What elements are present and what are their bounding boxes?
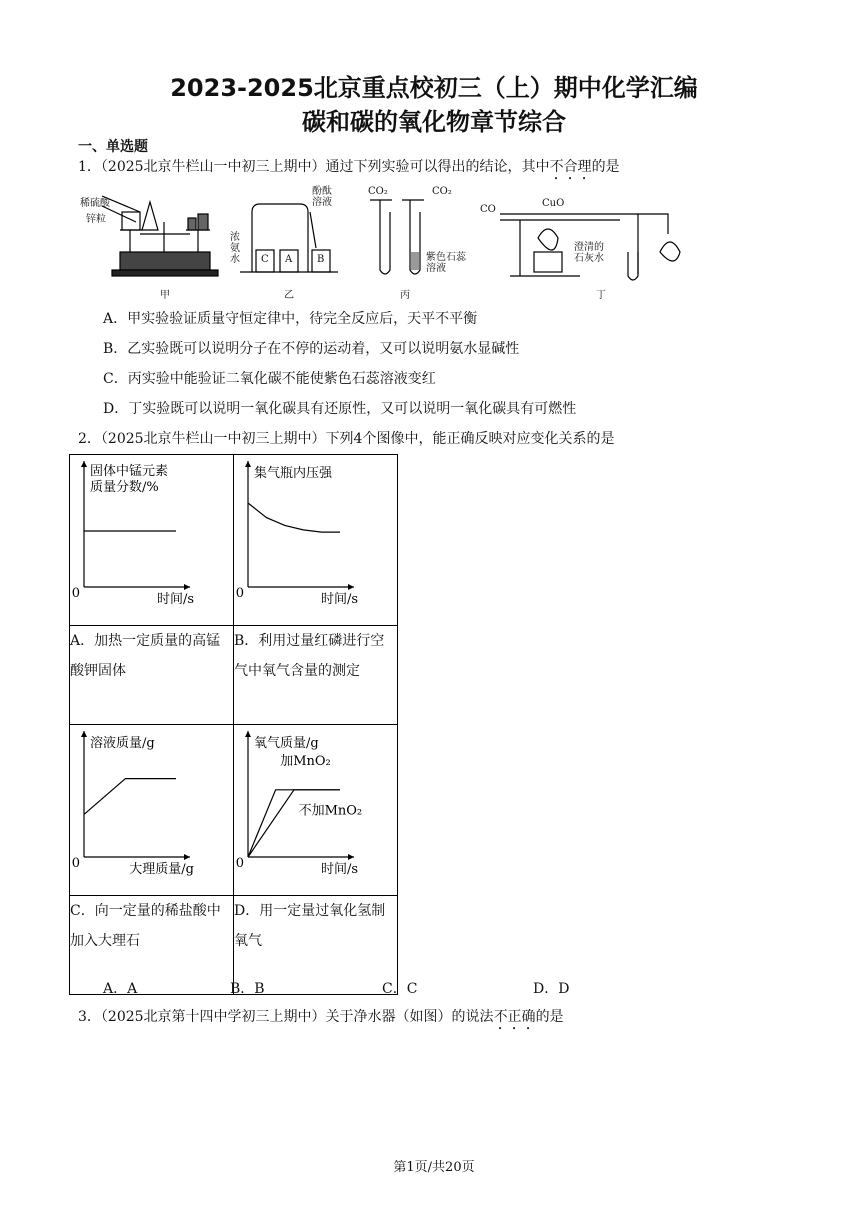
y-axis-label: 固体中锰元素 (90, 464, 169, 479)
chart-b (234, 455, 397, 625)
label-co2-left: CO₂ (368, 186, 388, 197)
y-axis-label: 溶液质量/g (90, 736, 155, 751)
option-b-description: B．利用过量红磷进行空气中氧气含量的测定 (234, 626, 398, 725)
origin-label: 0 (235, 586, 244, 601)
x-axis-label: 时间/s (156, 592, 194, 607)
document-title: 2023-2025北京重点校初三（上）期中化学汇编 (170, 74, 698, 102)
page-footer: 第1页/共20页 (393, 1160, 475, 1175)
test-tube-apparatus (370, 200, 424, 274)
experiment-apparatus-illustration (80, 182, 700, 302)
series-label: 不加MnO₂ (298, 803, 363, 819)
chart-a (70, 455, 233, 625)
q1-option-b: B．乙实验既可以说明分子在不停的运动着，又可以说明氨水显碱性 (103, 341, 520, 357)
x-axis-label: 时间/s (320, 862, 358, 877)
x-axis-label: 时间/s (320, 592, 358, 607)
label-limewater: 澄清的石灰水 (574, 242, 604, 264)
answer-choice-d[interactable]: D．D (533, 981, 570, 997)
option-c-description: C．向一定量的稀盐酸中加入大理石 (70, 896, 234, 995)
label-ammonia: 浓氨水 (230, 232, 240, 265)
question-text: （2025北京牛栏山一中初三上期中）下列4个图像中，能正确反映对应变化关系的是 (100, 431, 615, 447)
series-line (84, 779, 176, 815)
series-label: 加MnO₂ (280, 754, 331, 770)
label-litmus: 紫色石蕊溶液 (426, 252, 466, 274)
beaker-b-label: B (317, 254, 325, 265)
caption-ding: 丁 (596, 290, 606, 301)
q1-option-d: D．丁实验既可以说明一氧化碳具有还原性，又可以说明一氧化碳具有可燃性 (103, 401, 577, 417)
x-axis-arrow (184, 854, 190, 860)
x-axis-label: 大理质量/g (129, 862, 194, 877)
y-axis-arrow (81, 461, 87, 467)
document-subtitle: 碳和碳的氧化物章节综合 (302, 108, 566, 136)
question-1-stem (78, 156, 620, 183)
caption-jia: 甲 (160, 290, 170, 301)
y-axis-label: 质量分数/% (90, 480, 159, 495)
origin-label: 0 (235, 856, 244, 871)
question-number: 2． (78, 431, 101, 447)
chart-cell-c (70, 725, 234, 896)
q1-option-a: A．甲实验验证质量守恒定律中，待完全反应后，天平不平衡 (103, 311, 478, 327)
graph-options-table (69, 454, 398, 995)
balance-apparatus (102, 196, 218, 276)
beaker-a-label: A (285, 254, 293, 265)
question-number: 3． (78, 1009, 101, 1025)
label-co: CO (480, 204, 496, 215)
question-tail: 的是 (535, 1009, 564, 1025)
origin-label: 0 (71, 856, 80, 871)
label-co2-right: CO₂ (432, 186, 452, 197)
label-phenolphthalein: 酚酞溶液 (312, 186, 332, 208)
question-source: （2025北京牛栏山一中初三上期中）通过下列实验可以得出的结论，其中 (100, 159, 550, 175)
chart-d (234, 725, 397, 895)
answer-choice-a[interactable]: A．A (103, 981, 138, 997)
question-3-stem (78, 1006, 564, 1033)
q1-option-c: C．丙实验中能验证二氧化碳不能使紫色石蕊溶液变红 (103, 371, 436, 387)
x-axis-arrow (348, 584, 354, 590)
series-line (248, 790, 340, 857)
chart-cell-b (234, 455, 398, 626)
caption-bing: 丙 (400, 290, 410, 301)
option-d-description: D．用一定量过氧化氢制氧气 (234, 896, 398, 995)
caption-yi: 乙 (284, 290, 294, 301)
question-tail: 的是 (591, 159, 620, 175)
chart-c (70, 725, 233, 895)
answer-choice-c[interactable]: C．C (382, 981, 418, 997)
label-zinc: 锌粒 (86, 214, 106, 225)
beaker-c-label: C (261, 254, 269, 265)
question-2-stem (78, 428, 614, 448)
series-line (248, 503, 340, 532)
question-number: 1． (78, 159, 101, 175)
y-axis-arrow (245, 731, 251, 737)
question-source: （2025北京第十四中学初三上期中）关于净水器（如图）的说法 (100, 1009, 494, 1025)
y-axis-arrow (245, 461, 251, 467)
emphasis-text: 不正确 (493, 1009, 536, 1025)
y-axis-label: 集气瓶内压强 (254, 466, 333, 481)
question-1-figures (80, 182, 700, 302)
label-cuo: CuO (542, 198, 565, 209)
chart-cell-d (234, 725, 398, 896)
label-dilute-sulfuric-acid: 稀硫酸 (80, 198, 110, 209)
y-axis-label: 氧气质量/g (254, 736, 319, 751)
section-heading: 一、单选题 (78, 139, 148, 155)
answer-choice-b[interactable]: B．B (230, 981, 265, 997)
origin-label: 0 (71, 586, 80, 601)
option-a-description: A．加热一定质量的高锰酸钾固体 (70, 626, 234, 725)
chart-cell-a (70, 455, 234, 626)
y-axis-arrow (81, 731, 87, 737)
emphasis-text: 不合理 (549, 159, 592, 175)
x-axis-arrow (184, 584, 190, 590)
x-axis-arrow (348, 854, 354, 860)
